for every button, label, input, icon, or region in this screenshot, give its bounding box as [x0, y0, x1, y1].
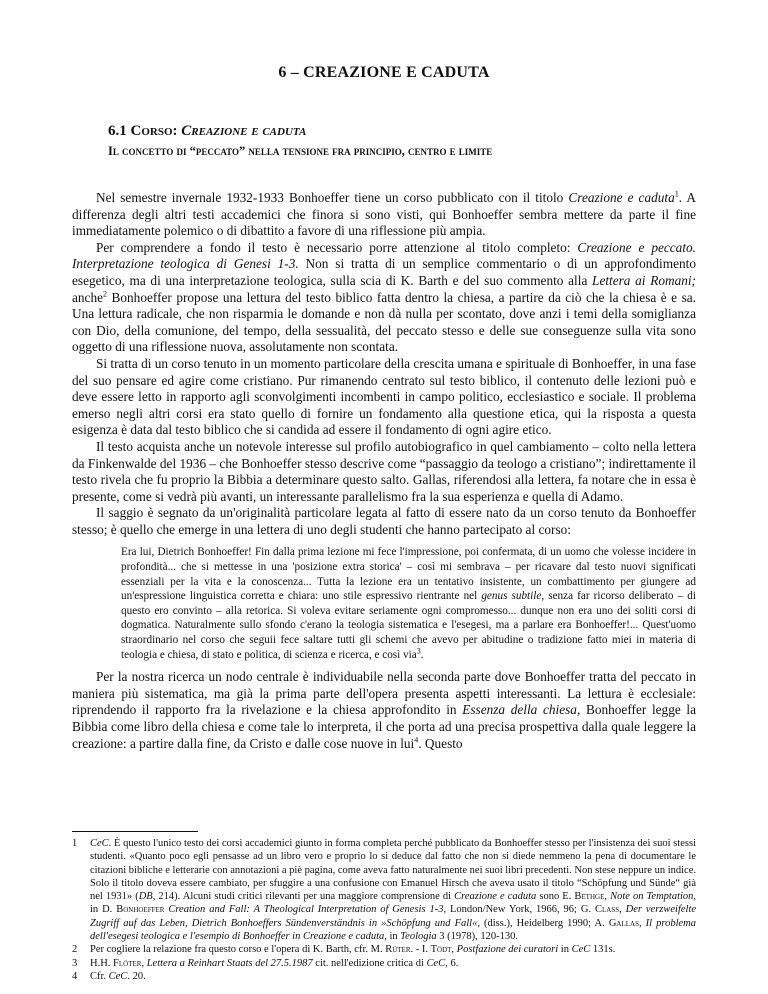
- paragraph-6: Per la nostra ricerca un nodo centrale è individuabile nella seconda parte dove Bonhoeffer tratta del peccato in maniera più sistematica, ma già la prima parte dell'opera presenta aspetti interessanti. La lettura è ecclesiale: riprendendo il rapporto fra la rivelazione e la chiesa approfondito in Essenza della chiesa, Bonhoeffer legge la Bibbia come libro della chiesa e come tale lo interpreta, il che porta ad una precisa prospettiva dalla quale leggere la creazione: a partire dalla fine, da Cristo e dalle cose nuove in lui$^4$. Questo: [72, 669, 697, 751]
- section-subtitle: Il concetto di “peccato” nella tensione fra principio, centro e limite: [108, 144, 493, 158]
- footnote-ref-3[interactable]: 3: [416, 645, 421, 655]
- footnote-2: [72, 943, 696, 956]
- footnote-number: 3: [72, 957, 78, 969]
- paragraph-2: Per comprendere a fondo il testo è necessario porre attenzione al titolo completo: Creazione e peccato. Interpretazione teologica di Genesi 1-3. Non si tratta di un semplice commentario o di un approfondimento esegetico, ma di una interpretazione teologica, sulla scia di K. Barth e del suo commento alla Lettera ai Romani; anche$^2$ Bonhoeffer propose una lettura del testo biblico fatta dentro la chiesa, a partire da ciò che la chiesa è e sa. Una lettura radicale, che non risparmia le domande e non dà nulla per scontato, dove anzi i temi della somiglianza con Dio, della comunione, del tempo, della sessualità, del peccato stesso e delle sue conseguenze sulla vita sono oggetto di una riflessione nuova, assolutamente non scontata.: [72, 239, 696, 355]
- paragraph-3: Si tratta di un corso tenuto in un momento particolare della crescita umana e spirituale di Bonhoeffer, in una fase del suo pensare ed agire come cristiano. Pur rimanendo centrato sul testo biblico, il contenuto delle lezioni può e deve essere letto in rapporto agli sconvolgimenti incombenti in campo politico, ecclesiastico e sociale. Il problema emerso negli altri corsi era stato quello di fornire un fondamento alla questione etica, qui la risposta a questa esigenza è data dal testo biblico che si candida ad essere il fondamento di ogni agire etico.: [72, 355, 696, 438]
- footnote-ref-4[interactable]: 4: [414, 735, 419, 745]
- chapter-title: 6 – CREAZIONE E CADUTA: [278, 64, 490, 81]
- footnote-text: Cfr. CeC. 20.: [90, 970, 146, 982]
- paragraph-4: Il testo acquista anche un notevole interesse sul profilo autobiografico in quel cambiamento – colto nella lettera da Finkenwalde del 1936 – che Bonhoeffer stesso descrive come “passaggio da teologo a cristiano”; indirettamente il testo rivela che fu proprio la Bibbia a determinare questo salto. Gallas, riferendosi alla lettera, fa notare che in essa è presente, come si vedrà più avanti, un interessante parallelismo fra la sua esperienza e quella di Adamo.: [72, 438, 696, 504]
- body-text: [72, 190, 696, 752]
- footnote-1: [72, 837, 696, 943]
- footnote-ref-2[interactable]: 2: [103, 289, 108, 299]
- footnote-number: 2: [72, 944, 78, 956]
- footnote-text: Per cogliere la relazione fra questo corso e l'opera di K. Barth, cfr. M. Rüter. - I. Tödt, Postfazione dei curatori in CeC 131s.: [90, 944, 616, 956]
- section-title: [108, 123, 306, 140]
- paragraph-1: Nel semestre invernale 1932-1933 Bonhoeffer tiene un corso pubblicato con il titolo Creazione e caduta$^1$. A differenza degli altri testi accademici che finora si sono visti, qui Bonhoeffer sembra mettere da parte il fine immediatamente polemico o di dibattito a favore di una riflessione più ampia.: [72, 189, 696, 239]
- footnote-text: CeC. È questo l'unico testo dei corsi accademici giunto in forma completa perché pubblicato da Bonhoeffer stesso per l'insistenza dei suoi stessi studenti. «Quanto poco egli pensasse ad un libro vero e proprio lo si deduce dal fatto che non si diede nemmeno la pena di documentare le citazioni bibliche e letterarie con annotazioni a piè pagina, come aveva fatto naturalmente nei suoi libri precedenti. Non stese neppure un indice. Solo il titolo doveva essere cambiato, per sfuggire a una confusione con Emanuel Hirsch che aveva usato il titolo “Schöpfung und Sünde“ già nel 1931» (DB, 214). Alcuni studi critici rilevanti per una maggiore comprensione di Creazione e caduta sono E. Bethge, Note on Temptation, in D. Bonhoeffer Creation and Fall: A Theological Interpretation of Genesis 1-3, London/New York, 1966, 96; G. Class, Der verzweifelte Zugriff auf das Leben, Dietrich Bonhoeffers Sündenverständnis in »Schöpfung und Fall«, (diss.), Heidelberg 1990; A. Gallas, Il problema dell'esegesi teologica e l'esempio di Bonhoeffer in Creazione e caduta, in Teologia 3 (1978), 120-130.: [90, 838, 697, 943]
- paragraph-5: Il saggio è segnato da un'originalità particolare legata al fatto di essere nato da un corso tenuto da Bonhoeffer stesso; è quello che emerge in una lettera di uno degli studenti che hanno partecipato al corso:: [72, 505, 696, 537]
- footnote-4: [72, 970, 696, 983]
- footnote-ref-1[interactable]: 1: [674, 189, 679, 199]
- footnote-text: H.H. Flöter, Lettera a Reinhart Staats del 27.5.1987 cit. nell'edizione critica di CeC, 6.: [90, 957, 459, 969]
- footnote-number: 4: [72, 970, 78, 982]
- footnote-number: 1: [72, 838, 78, 849]
- footnotes: [72, 837, 696, 983]
- section-title-italic: Creazione e caduta: [181, 123, 307, 139]
- section-number: 6.1 Corso:: [108, 123, 182, 139]
- footnote-divider: [72, 831, 198, 832]
- block-quote: Era lui, Dietrich Bonhoeffer! Fin dalla prima lezione mi fece l'impressione, poi confermata, di un uomo che volesse incidere in profondità... che si mettesse in una 'posizione extra storica' – così mi sembrava – per ricavare dal testo nuovi significati essenziali per la vita e la conoscenza... Tutta la lezione era un tentativo insistente, un combattimento per giungere ad un'espressione linguistica corretta e chiara: uno stile espressivo rientrante nel genus subtile, senza far ricorso deliberato – di questo ero convinto – alla retorica. Si voleva evitare seriamente ogni compromesso... dunque non era uno dei soliti corsi di dogmatica. Naturalmente sullo sfondo c'erano la teologia sistematica e l'esegesi, ma a parlare era Bonhoeffer!... Quest'uomo straordinario nel corso che seguii fece saltare tutti gli schemi che avevo per abitudine o tradizione fatto miei in materia di teologia e chiesa, di stato e politica, di scienza e ricerca, e così via$^3$.: [121, 546, 696, 661]
- footnote-3: [72, 957, 696, 970]
